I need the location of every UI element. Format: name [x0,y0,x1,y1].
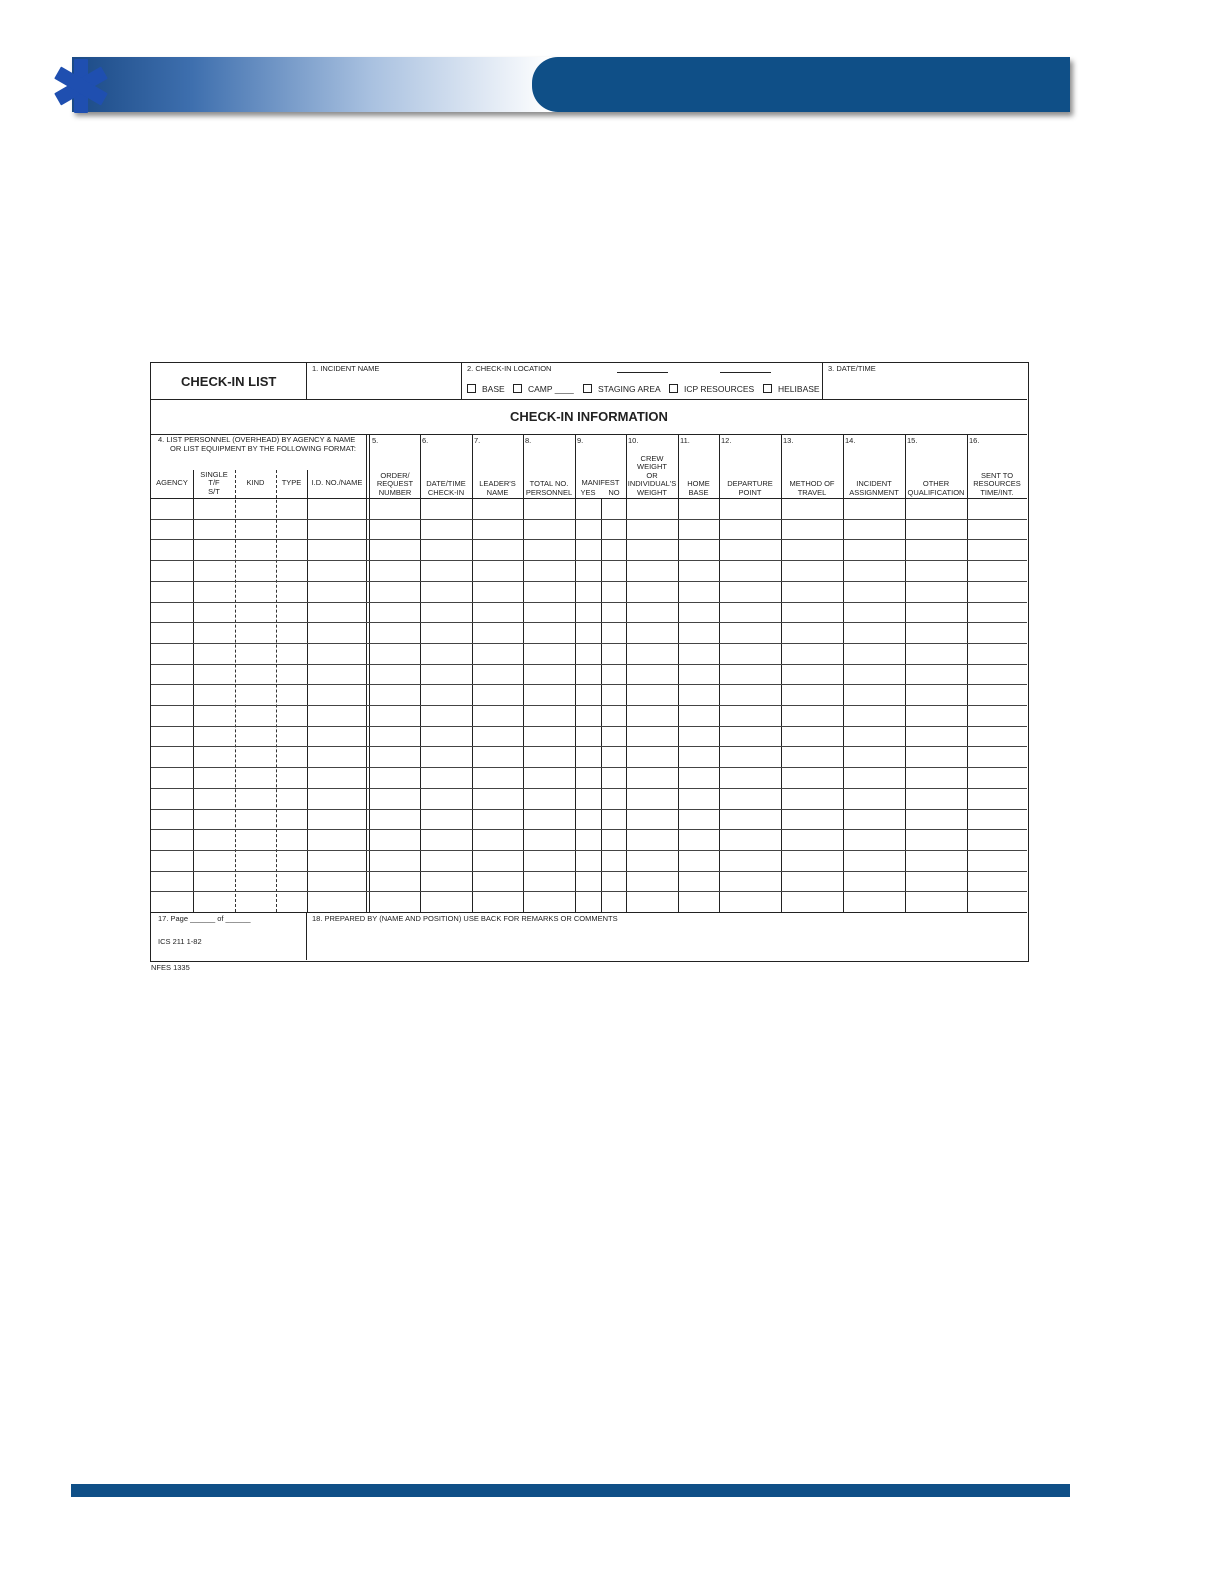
column-number: 9. [577,436,584,445]
column-header: OTHER QUALIFICATION [907,479,965,497]
table-row[interactable] [151,850,1027,851]
manifest-yes-label: YES [580,487,596,497]
column-header: DEPARTURE POINT [727,479,773,497]
table-row[interactable] [151,519,1027,520]
check-in-location-label: 2. CHECK-IN LOCATION [467,364,552,373]
sub-column-header: TYPE [281,477,302,487]
location-option[interactable] [583,384,661,394]
table-row[interactable] [151,891,1027,892]
sub-column-header: AGENCY [156,477,188,487]
column-number: 10. [628,436,639,445]
column-header: MANIFEST [581,477,620,487]
incident-name-label: 1. INCIDENT NAME [312,364,380,373]
column-number: 16. [969,436,980,445]
location-option-label: STAGING AREA [598,384,661,394]
column-number: 13. [783,436,794,445]
checkbox-icon[interactable] [513,384,522,393]
table-row[interactable] [151,767,1027,768]
sub-column-header: KIND [246,477,265,487]
location-option-label: BASE [482,384,505,394]
table-row[interactable] [151,809,1027,810]
column-header: INCIDENT ASSIGNMENT [849,479,899,497]
header-banner-tab [532,57,1070,112]
form-title: CHECK-IN LIST [181,374,277,389]
location-option[interactable] [763,384,820,394]
column-number: 6. [422,436,429,445]
date-time-label: 3. DATE/TIME [828,364,876,373]
table-row[interactable] [151,643,1027,644]
location-option-label: CAMP ____ [528,384,574,394]
footer-bar [71,1484,1070,1497]
prepared-by-label: 18. PREPARED BY (NAME AND POSITION) USE BACK FOR REMARKS OR COMMENTS [312,914,618,923]
table-row[interactable] [151,684,1027,685]
column-header: HOME BASE [687,479,710,497]
nfes-number: NFES 1335 [151,963,190,972]
table-row[interactable] [151,788,1027,789]
column-number: 12. [721,436,732,445]
table-row[interactable] [151,726,1027,727]
location-option[interactable] [513,384,574,394]
check-in-form [150,362,1029,962]
column-number: 15. [907,436,918,445]
checkbox-icon[interactable] [467,384,476,393]
column-header: DATE/TIME CHECK-IN [426,479,466,497]
column-header: TOTAL NO. PERSONNEL [525,479,573,497]
table-row[interactable] [151,871,1027,872]
table-row[interactable] [151,746,1027,747]
form-id-label: ICS 211 1-82 [158,937,202,946]
column-header: LEADER'S NAME [479,479,516,497]
table-row[interactable] [151,829,1027,830]
location-option-label: ICP RESOURCES [684,384,755,394]
column-header: SENT TO RESOURCES TIME/INT. [973,470,1021,497]
table-row[interactable] [151,560,1027,561]
table-row[interactable] [151,664,1027,665]
sub-column-header: I.D. NO./NAME [311,477,363,487]
location-option-label: HELIBASE [778,384,820,394]
location-option[interactable] [467,384,505,394]
location-option[interactable] [669,384,754,394]
column-number: 5. [372,436,379,445]
column-header: METHOD OF TRAVEL [789,479,835,497]
column-header: CREW WEIGHT OR INDIVIDUAL'S WEIGHT [627,453,677,497]
column-number: 14. [845,436,856,445]
sub-column-header: SINGLE T/F S/T [200,469,228,496]
section-title: CHECK-IN INFORMATION [510,409,668,424]
checkbox-icon[interactable] [583,384,592,393]
column-number: 11. [680,436,690,445]
star-of-life-icon [52,58,110,114]
checkbox-icon[interactable] [669,384,678,393]
column-number: 7. [474,436,481,445]
page-field-label: 17. Page ______ of ______ [158,914,251,923]
table-row[interactable] [151,539,1027,540]
column-header: ORDER/ REQUEST NUMBER [376,470,414,497]
table-row[interactable] [151,622,1027,623]
column-number: 8. [525,436,532,445]
table-row[interactable] [151,581,1027,582]
field4-label-line2: OR LIST EQUIPMENT BY THE FOLLOWING FORMAT: [170,444,357,453]
field4-label-line1: 4. LIST PERSONNEL (OVERHEAD) BY AGENCY & NAME [158,435,356,444]
table-row[interactable] [151,602,1027,603]
manifest-no-label: NO [608,487,620,497]
table-row[interactable] [151,705,1027,706]
checkbox-icon[interactable] [763,384,772,393]
